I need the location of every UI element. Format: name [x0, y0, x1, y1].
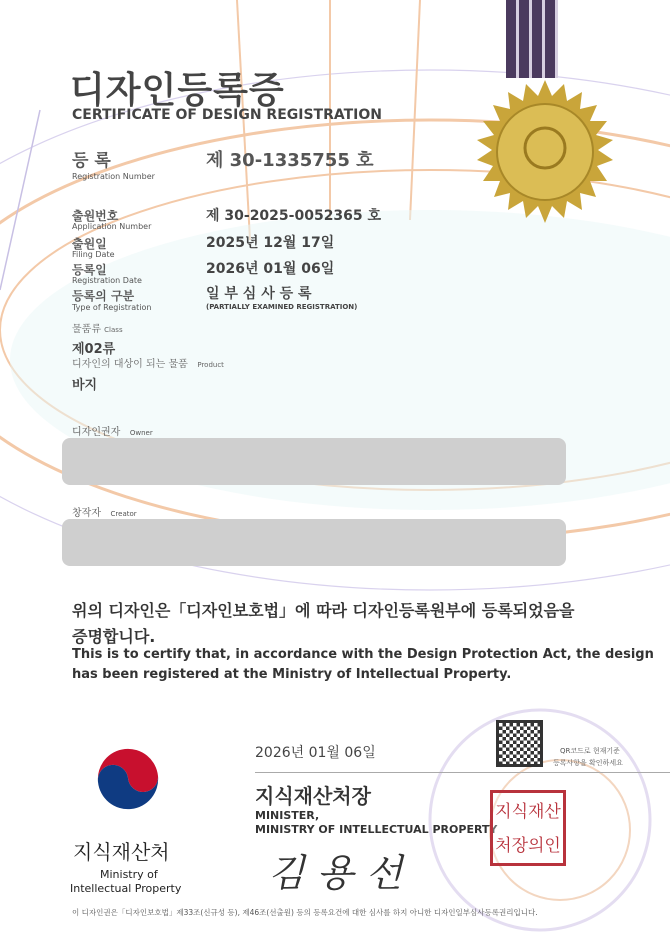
filing-label: 출원일: [72, 237, 107, 251]
class-label: [72, 320, 123, 335]
type-label: 등록의 구분: [72, 289, 135, 303]
registration-date: 2026년 01월 06일: [206, 261, 335, 277]
divider: [255, 772, 670, 773]
creator-label-ko: 창작자: [72, 508, 101, 519]
creator-label: [72, 504, 137, 519]
application-label: 출원번호: [72, 209, 119, 223]
statement-en-line1: This is to certify that, in accordance with the Design Protection Act, the design: [72, 647, 654, 662]
official-stamp: [490, 790, 566, 866]
reg-date-label-en: Registration Date: [72, 276, 142, 285]
type-label-en: Type of Registration: [72, 303, 152, 312]
minister-title-en-2: MINISTRY OF INTELLECTUAL PROPERTY: [255, 823, 498, 836]
ribbon: [506, 0, 558, 78]
owner-label: [72, 423, 153, 438]
class-label-en: Class: [104, 326, 123, 334]
filing-date: 2025년 12월 17일: [206, 235, 335, 251]
filing-label-en: Filing Date: [72, 250, 115, 259]
signature: 김 용 선: [268, 851, 403, 895]
application-number: 제 30-2025-0052365 호: [206, 208, 382, 224]
issue-date: 2026년 01월 06일: [255, 745, 376, 761]
qr-note-1: QR코드로 현재기준: [560, 747, 620, 755]
class-value: 제02류: [72, 342, 116, 357]
product-label-ko: 디자인의 대상이 되는 물품: [72, 359, 188, 370]
registration-label-en: Registration Number: [72, 172, 155, 181]
minister-title-ko: 지식재산처장: [255, 784, 371, 808]
creator-label-en: Creator: [110, 510, 137, 518]
qr-note-2: 등록사항을 확인하세요: [553, 759, 623, 767]
product-label: [72, 355, 224, 370]
logo-ko: 지식재산처: [73, 840, 170, 864]
registration-number: 제 30-1335755 호: [206, 150, 374, 171]
logo-en-1: Ministry of: [100, 868, 158, 881]
owner-label-en: Owner: [129, 429, 153, 437]
reg-date-label: 등록일: [72, 263, 107, 277]
registration-type: 일 부 심 사 등 록: [206, 286, 312, 302]
certificate-subtitle: CERTIFICATE OF DESIGN REGISTRATION: [72, 107, 383, 123]
owner-redacted-box: [62, 438, 566, 485]
class-label-ko: 물품류: [72, 324, 101, 335]
registration-label: 등 록: [72, 151, 111, 171]
application-label-en: Application Number: [72, 222, 152, 231]
certificate-title: 디자인등록증: [70, 70, 285, 111]
product-label-en: Product: [197, 361, 224, 369]
gold-seal-icon: [470, 78, 620, 228]
legal-notice: 이 디자인권은「디자인보호법」제33조(신규성 등), 제46조(선출원) 등의 등록요건에 대한 심사를 하지 아니한 디자인일부심사등록권리입니다.: [72, 908, 538, 917]
statement-ko-line1: 위의 디자인은「디자인보호법」에 따라 디자인등록원부에 등록되었음을: [72, 601, 575, 620]
owner-label-ko: 디자인권자: [72, 427, 121, 438]
registration-type-en: (PARTIALLY EXAMINED REGISTRATION): [206, 303, 358, 311]
stamp-text: 지식재산처장의인: [495, 802, 561, 856]
logo-en-2: Intellectual Property: [70, 882, 182, 895]
qr-code-icon: [496, 720, 543, 767]
statement-en-line2: has been registered at the Ministry of Intellectual Property.: [72, 667, 512, 682]
minister-title-en-1: MINISTER,: [255, 809, 320, 822]
product-value: 바지: [72, 378, 98, 393]
government-emblem-icon: [90, 742, 166, 818]
creator-redacted-box: [62, 519, 566, 566]
statement-ko-line2: 증명합니다.: [72, 627, 156, 646]
